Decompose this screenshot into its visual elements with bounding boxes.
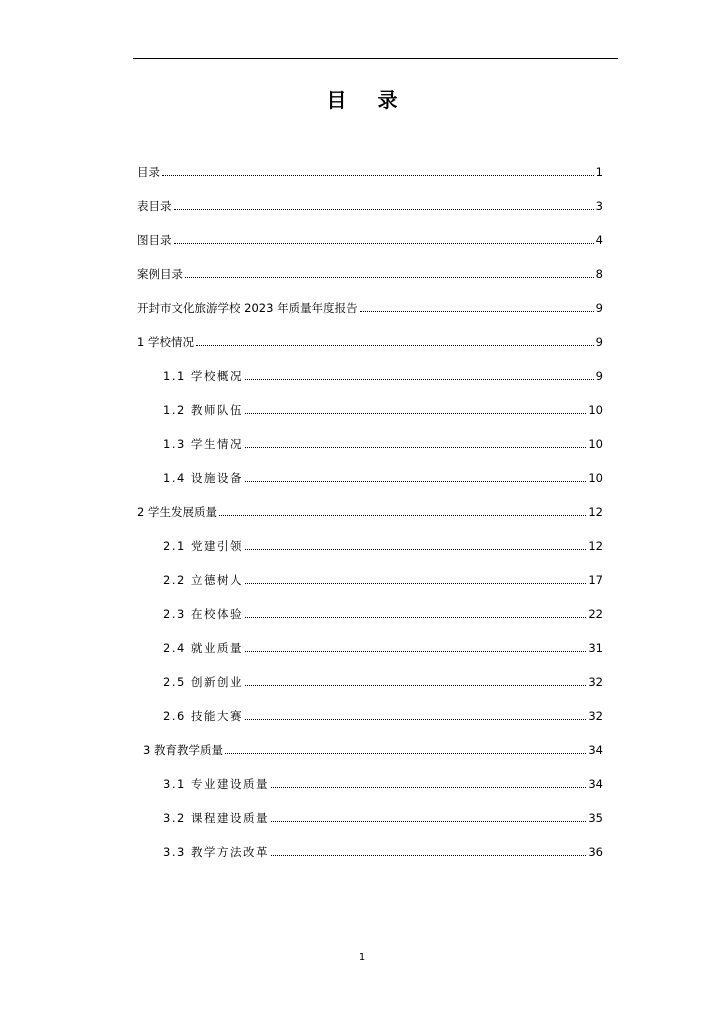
toc-dot-leader — [185, 277, 594, 278]
toc-entry-page-number: 32 — [588, 709, 603, 723]
toc-entry-page-number: 31 — [588, 641, 603, 655]
footer-page-number: 1 — [358, 952, 366, 963]
toc-entry[interactable] — [163, 640, 603, 656]
toc-entry-page-number: 10 — [588, 437, 603, 451]
toc-entry[interactable] — [163, 674, 603, 690]
toc-entry[interactable] — [163, 368, 603, 384]
toc-entry-label: 表目录 — [137, 199, 172, 213]
toc-entry-page-number: 4 — [595, 233, 603, 247]
toc-entry-label: 1.4 设施设备 — [163, 471, 243, 485]
toc-entry-label: 2.6 技能大赛 — [163, 709, 243, 723]
toc-dot-leader — [245, 719, 586, 720]
toc-entry-page-number: 22 — [588, 607, 603, 621]
toc-entry[interactable] — [163, 606, 603, 622]
toc-entry[interactable] — [137, 300, 603, 316]
toc-dot-leader — [245, 651, 586, 652]
toc-entry-label: 1.3 学生情况 — [163, 437, 243, 451]
toc-entry-page-number: 34 — [588, 743, 603, 757]
toc-entry[interactable] — [137, 164, 603, 180]
toc-entry[interactable] — [137, 232, 603, 248]
toc-entry-page-number: 35 — [588, 811, 603, 825]
toc-dot-leader — [219, 515, 586, 516]
toc-entry-label: 案例目录 — [137, 267, 183, 281]
toc-entry-label: 目录 — [137, 165, 160, 179]
toc-dot-leader — [245, 413, 586, 414]
toc-entry-label: 2.1 党建引领 — [163, 539, 243, 553]
toc-entry-page-number: 9 — [595, 301, 603, 315]
toc-dot-leader — [245, 447, 586, 448]
toc-dot-leader — [245, 583, 586, 584]
toc-entry-label: 图目录 — [137, 233, 172, 247]
toc-entry-label: 2.2 立德树人 — [163, 573, 243, 587]
toc-entry-page-number: 36 — [588, 845, 603, 859]
toc-entry[interactable] — [163, 436, 603, 452]
toc-entry-label: 开封市文化旅游学校 2023 年质量年度报告 — [137, 301, 358, 315]
toc-entry-label: 2.4 就业质量 — [163, 641, 243, 655]
toc-dot-leader — [271, 855, 586, 856]
toc-dot-leader — [360, 311, 594, 312]
toc-entry-page-number: 34 — [588, 777, 603, 791]
toc-entry-page-number: 12 — [588, 505, 603, 519]
toc-entry[interactable] — [137, 504, 603, 520]
toc-entry-page-number: 32 — [588, 675, 603, 689]
toc-entry-label: 2.3 在校体验 — [163, 607, 243, 621]
toc-dot-leader — [225, 753, 586, 754]
toc-entry-label: 3.2 课程建设质量 — [163, 811, 269, 825]
toc-entry-label: 1 学校情况 — [137, 335, 194, 349]
toc-entry[interactable] — [163, 810, 603, 826]
toc-entry-label: 2 学生发展质量 — [137, 505, 217, 519]
toc-dot-leader — [271, 787, 586, 788]
toc-entry[interactable] — [163, 538, 603, 554]
toc-entry-page-number: 3 — [595, 199, 603, 213]
toc-dot-leader — [245, 379, 594, 380]
toc-dot-leader — [174, 209, 594, 210]
toc-entry[interactable] — [143, 742, 603, 758]
toc-dot-leader — [245, 481, 586, 482]
toc-entry-page-number: 10 — [588, 471, 603, 485]
toc-dot-leader — [162, 175, 594, 176]
toc-entry[interactable] — [163, 572, 603, 588]
toc-entry[interactable] — [137, 198, 603, 214]
toc-entry[interactable] — [163, 776, 603, 792]
toc-entry-page-number: 9 — [595, 369, 603, 383]
toc-dot-leader — [245, 617, 586, 618]
toc-dot-leader — [245, 685, 586, 686]
toc-entry-page-number: 8 — [595, 267, 603, 281]
toc-entry-label: 3 教育教学质量 — [143, 743, 223, 757]
toc-entry[interactable] — [163, 402, 603, 418]
toc-entry-label: 1.1 学校概况 — [163, 369, 243, 383]
toc-entry[interactable] — [163, 844, 603, 860]
toc-entry-label: 1.2 教师队伍 — [163, 403, 243, 417]
toc-entry-label: 3.3 教学方法改革 — [163, 845, 269, 859]
toc-entry-page-number: 10 — [588, 403, 603, 417]
toc-entry-page-number: 9 — [595, 335, 603, 349]
toc-dot-leader — [174, 243, 594, 244]
toc-entry-label: 2.5 创新创业 — [163, 675, 243, 689]
page-title: 目 录 — [326, 88, 410, 112]
toc-dot-leader — [196, 345, 594, 346]
toc-entry[interactable] — [163, 708, 603, 724]
toc-entry[interactable] — [163, 470, 603, 486]
toc-entry-label: 3.1 专业建设质量 — [163, 777, 269, 791]
toc-entry[interactable] — [137, 266, 603, 282]
toc-entry-page-number: 12 — [588, 539, 603, 553]
toc-entry[interactable] — [137, 334, 603, 350]
toc-dot-leader — [245, 549, 586, 550]
toc-dot-leader — [271, 821, 586, 822]
toc-entry-page-number: 1 — [595, 165, 603, 179]
toc-entry-page-number: 17 — [588, 573, 603, 587]
